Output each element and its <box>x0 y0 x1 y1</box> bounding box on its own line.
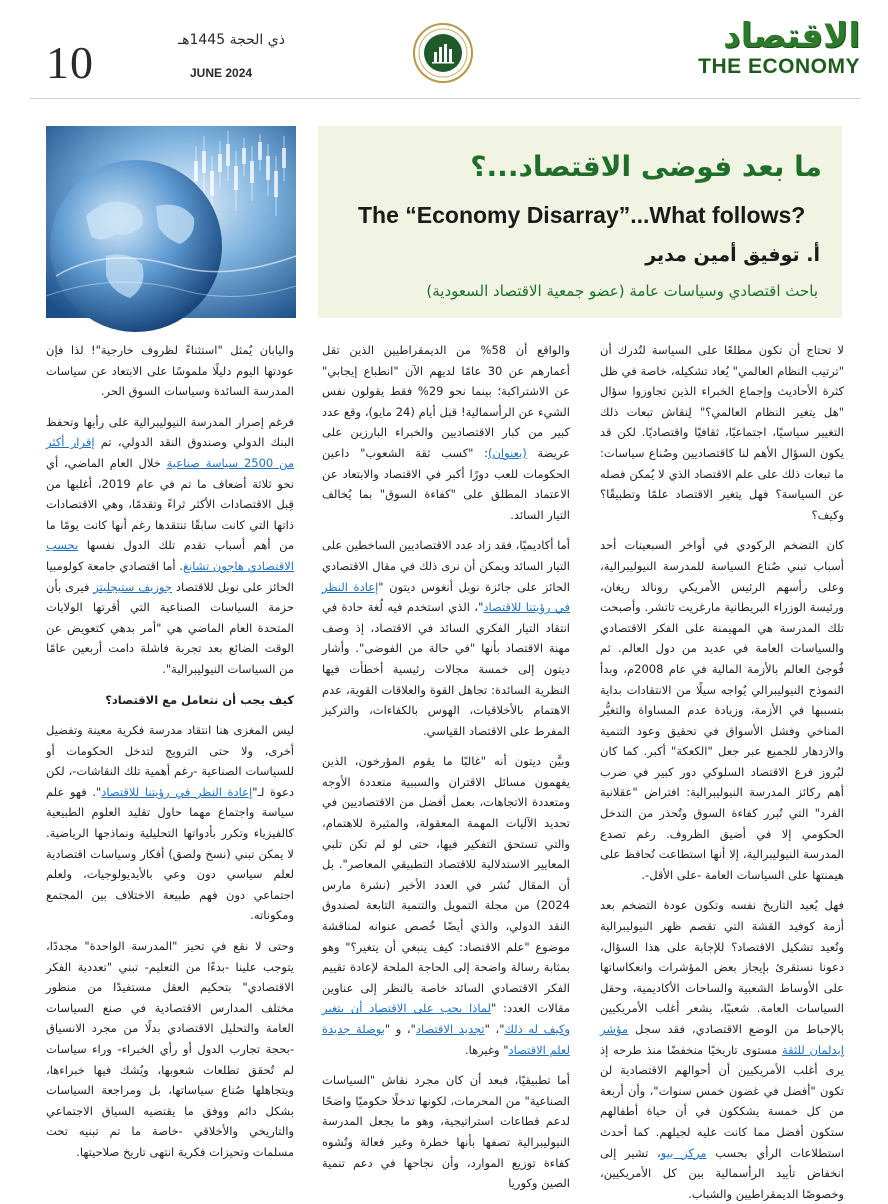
text-run: ليس المغزى هنا انتقاد مدرسة فكرية معينة وتفضيل أخرى، ولا حتى الترويج لتدخل الحكومات أو للسياسات الصناعية -رغم أهمية تلك النقاشات-، لكن دعوة لـ" <box>46 723 294 799</box>
text-run: وبيَّن ديتون أنه "غالبًا ما يقوم المؤرخون، الذين يفهمون مسائل الاقتران والسببية متعددة الأوجه ومتعددة الاتجاهات، بعمل أفضل من الاقتصاديين في تحديد الآليات المهمة المعقولة، والمثيرة للاهتمام، والتي تستحق التفكير فيها، حتى لو لم تكن تلبي المعايير الاستدلالية للاقتصاد التطبيقي المعاصر". بل أن المقال نُشر في العدد الأخير (نشرة مارس 2024) من مجلة التمويل والتنمية التابعة لصندوق النقد الدولي، والذي أيضًا خُصص عنوانه لمناقشة موضوع "علم الاقتصاد: كيف ينبغي أن يتغير؟" وهو بمثابة رسالة واضحة إلى الحاجة الملحة لإعادة تقييم الفكر الاقتصادي السائد خاصة بالنظر إلى عناوين مقالات العدد: " <box>322 754 570 1016</box>
page-number: 10 <box>46 37 94 88</box>
paragraph <box>322 535 570 741</box>
section-subheading: كيف يجب أن نتعامل مع الاقتصاد؟ <box>105 692 294 707</box>
brand-logo <box>690 16 860 78</box>
article-column-3 <box>46 340 294 1182</box>
text-run: "، و " <box>384 1022 416 1036</box>
paragraph <box>46 412 294 680</box>
article-title-box <box>318 126 842 318</box>
why-economics-change-link[interactable]: لماذا يجب على الاقتصاد أن يتغير وكيف له ذلك <box>322 1001 571 1036</box>
paragraph: واليابان يُمثل "استثناءً لظروف خارجية"! لذا فإن عودتها اليوم دليلًا ملموسًا على الابتعاد عن سياسات المدرسة السائدة وسياسات السوق الحر. <box>46 343 294 399</box>
paragraph <box>600 895 844 1204</box>
header-divider <box>30 98 860 99</box>
text-run: فيرى بأن حزمة السياسات الصناعية التي أقرتها الولايات المتحدة العام الماضي هي "أمر بدهي كتعويض عن الوقت الضائع بعد تجربة فاشلة دامت أربعين عامًا من السياسات النيوليبرالية". <box>46 579 294 676</box>
deaton-article-link[interactable]: إعادة النظر في رؤيتنا للاقتصاد <box>322 579 570 615</box>
text-run: . أما اقتصادي جامعة كولومبيا الحائز على نوبل للاقتصاد <box>46 558 294 594</box>
text-run: "، " <box>484 1022 505 1036</box>
bar-chart-emblem-icon <box>412 22 474 84</box>
issue-date: JUNE 2024 <box>190 66 253 80</box>
text-run: " وغيرها. <box>464 1042 509 1057</box>
new-compass-link[interactable]: بوصلة جديدة لعلم الاقتصاد <box>322 1022 570 1057</box>
edelman-trust-link[interactable]: مؤشر إيدلمان للثقة <box>600 1022 844 1057</box>
text-run: فرغم إصرار المدرسة النيوليبرالية على رأيها وتحفظ البنك الدولي وصندوق النقد الدولي، تم <box>46 414 294 450</box>
paragraph <box>46 720 294 926</box>
ha-joon-chang-link[interactable]: بحسب الاقتصادي هاجون تشانغ <box>46 538 294 573</box>
paragraph <box>322 340 570 525</box>
text-run: : "كسب ثقة الشعوب" داعين الحكومات للعب دورًا أكبر في الاقتصاد والابتعاد عن الاعتماد المطلق على "كفاءة السوق" بما يُخالف التيار السائد. <box>322 445 570 522</box>
renewing-economics-link[interactable]: تجديد الاقتصاد <box>415 1022 485 1036</box>
article-author: أ. توفيق أمين مدير <box>645 244 820 266</box>
page-header <box>30 14 860 94</box>
industrial-policies-link[interactable]: إقرار أكثر من 2500 سياسة صناعية <box>46 435 294 470</box>
text-run: والواقع أن 58% من الديمقراطيين الذين تقل أعمارهم عن 30 عامًا لديهم الآن "انطباع إيجابي" عن الاشتراكية؛ بينما نحو 29% فقط يقولون نفس الشيء عن الرأسمالية! قبل أيام (24 مايو)، وقع عدد كبير من كبار الاقتصاديين والخبراء البارزين على عريضة <box>322 343 570 460</box>
petition-link[interactable]: (بعنوان) <box>488 445 527 460</box>
paragraph: لا تحتاج أن تكون مطلعًا على السياسة لتُدرك أن "ترتيب النظام العالمي" يُعاد تشكيله، خاصة في ظل كثرة الأحاديث وإجماع الخبراء الذين تجاوزوا سؤال "هل يتغير النظام العالمي؟" لِنقاش تبعات ذلك التغيير سياسيًا، اجتماعيًا، ثقافيًا واقتصاديًا. لكن قد يكون السؤال الأهم لنا كاقتصاديين وصُناع سياسات: ما تبعات ذلك على علم الاقتصاد الذي لا يُمكن فصله عن السياسة؟ فهل يتغير الاقتصاد علمًا وتطبيقًا؟ وكيف؟ <box>600 343 844 522</box>
text-run: خلال العام الماضي، أي نحو ثلاثة أضعاف ما تم في عام 2019، أغلبها من قِبل الاقتصادات الأكثر ثراءً وتقدمًا، وهي الاقتصادات ذاتها التي كانت سابقًا تنتقدها رغم أنها كانت يومًا ما من أهم أسباب تقدم تلك الدول نفسها <box>46 455 295 553</box>
paragraph: كان التضخم الركودي في أواخر السبعينات أحد أسباب تبني صُناع السياسة للمدرسة النيوليبرالية، وعلى رأسهم الرئيس الأمريكي رونالد ريغان، ورئيسة الوزراء البريطانية مارغريت تاتشر. وأصبحت تلك المدرسة هي المهيمنة على الفكر الاقتصادي والسياسات العامة في عديد من دول العالم. ثم فُوجئ العالم بالأزمة المالية في عام 2008م، وبدأ النموذج النيوليبرالي يُواجه سيلًا من الانتقادات بداية بتسببها في الأزمة، وزيادة عدم المساواة والتغيُّر المناخي وفشل الأسواق في تحقيق وعود التنمية والازدهار للجميع عبر جعل "الكعكة" أكبر. كما كان لبُروز فرع الاقتصاد السلوكي دور كبير في ضرب أهم ركائز المدرسة النيوليبرالية: افتراض "عقلانية الفرد" التي تُبرر كفاءة السوق وتُحذر من التدخل الحكومي إلا في أضيق الظروف. رغم تصدع المدرسة النيوليبرالية، إلا أنها استطاعت تُحافظ على هيمنتها على السياسات العامة -على الأقل-. <box>600 538 844 882</box>
text-run: ". فهو علم سياسة واجتماع مهما حاول تقليد العلوم الطبيعية كالفيزياء وتكرر بأدواتها التحليلية ونماذجها الرياضية. لا يمكن تبني (نسخ ولصق) أفكار وسياسات اقتصادية لعلم سياسي دون وعي بالأيديولوجيات، ولعلم اجتماعي دون فهم طبيعة الاختلاف بين المجتمع ومكوناته. <box>46 784 294 923</box>
text-run: ، تشير إلى انخفاض تأييد الرأسمالية بين كل الأمريكيين، وخصوصًا الديمقراطيين والشباب. <box>600 1145 844 1201</box>
text-run: أما أكاديميًا، فقد زاد عدد الاقتصاديين الساخطين على التيار السائد ويمكن أن نرى ذلك في مقال الاقتصادي الحائز على جائزة نوبل أنغوس ديتون " <box>322 538 570 594</box>
brand-english: THE ECONOMY <box>698 55 860 78</box>
pew-center-link[interactable]: مركز بيو <box>660 1145 707 1160</box>
stiglitz-link[interactable]: جوزيف ستيجليتز <box>93 579 172 594</box>
paragraph <box>322 751 570 1060</box>
hijri-date: ذي الحجة 1445هـ <box>178 32 285 48</box>
text-run: "، الذي استخدم فيه لُغة حادة في انتقاد التيار الفكري السائد في الاقتصاد، إذ وصف مهنة الاقتصاد بأنها "في حالة من الفوضى". وأشار ديتون إلى خمسة مجالات رئيسية أخطأت فيها النظرية السائدة: تجاهل القوة والعلاقات القوية، عدم الاهتمام بالأخلاقيات، الهوس بالكفاءات، والتركيز المفرط على الاقتصاد القياسي. <box>322 600 570 738</box>
paragraph: وحتى لا نقع في تحيز "المدرسة الواحدة" مجددًا، يتوجب علينا -بدءًا من التعليم- تبني "تعددية الفكر الاقتصادي" بتحكيم العقل مستفيدًا من منظور مختلف المدارس الاقتصادية في صنع السياسات العامة والتحليل الاقتصادي بدلًا من مجرد الانسياق -بحجة تجارب الدول أو رأي الخبراء- وراء سياسات لم تُحقق تطلعات شعوبها، ويُشك فيها خبراءها، ويتجاهلها صُناع سياساتها، بل ومراجعة السياسات بشكل دائم ووفق ما يقتضيه السياق الاجتماعي والتاريخي والأخلاقي -خاصة ما تم تبنيه تحت مسلمات وتحيزات فكرية انتهى تاريخ صلاحيتها. <box>46 939 294 1159</box>
article-title-english: The “Economy Disarray”...What follows? <box>358 202 806 228</box>
article-column-2 <box>322 340 571 1191</box>
article-title-arabic: ما بعد فوضى الاقتصاد...؟ <box>470 150 822 183</box>
globe-image <box>46 126 296 318</box>
rethinking-economics-link[interactable]: إعادة النظر في رؤيتنا للاقتصاد <box>101 784 253 799</box>
text-run: مستوى تاريخيًا منخفضًا منذ طرحه إذ يرى أغلب الأمريكيين أن أحوالهم الاقتصادية لن تكون "أفضل في غضون خمس سنوات"، وأن أربعة من كل خمسة يشككون في أن حياة أطفالهم ستكون أفضل مما كانت عليه لجيلهم. كما أحدث استطلاعات الرأي بحسب <box>600 1042 844 1160</box>
article-column-1 <box>600 340 844 1201</box>
paragraph: أما تطبيقيًا، فبعد أن كان مجرد نقاش "السياسات الصناعية" من المحرمات، لكونها تدخلًا حكوميًا واضحًا لدعم قطاعات استراتيجية، وهو ما يجعل المدرسة النيوليبرالية تصفها بأنها خطرة وغير فعالة وتُشوه كفاءة توزيع الموارد، وأن نجاحها في دعم تنمية الصين وكوريا <box>322 1073 570 1191</box>
brand-arabic: الاقتصاد <box>723 16 860 56</box>
author-affiliation: باحث اقتصادي وسياسات عامة (عضو جمعية الاقتصاد السعودية) <box>426 282 818 300</box>
text-run: فهل يُعيد التاريخ نفسه وتكون عودة التضخم بعد أزمة كوفيد القشة التي تقصم ظهر النيوليبرالية وتُعيد تشكيل الاقتصاد؟ للإجابة على هذا السؤال، دعونا نستقرئ بإيجاز بعض المؤشرات وانعكاساتها على الأوساط الشعبية والساحات الأكاديمية، وحقل السياسات العامة. شعبيًا، يشعر أغلب الأمريكيين بالإحباط من الوضع الاقتصادي، فقد سجل <box>600 898 844 1036</box>
